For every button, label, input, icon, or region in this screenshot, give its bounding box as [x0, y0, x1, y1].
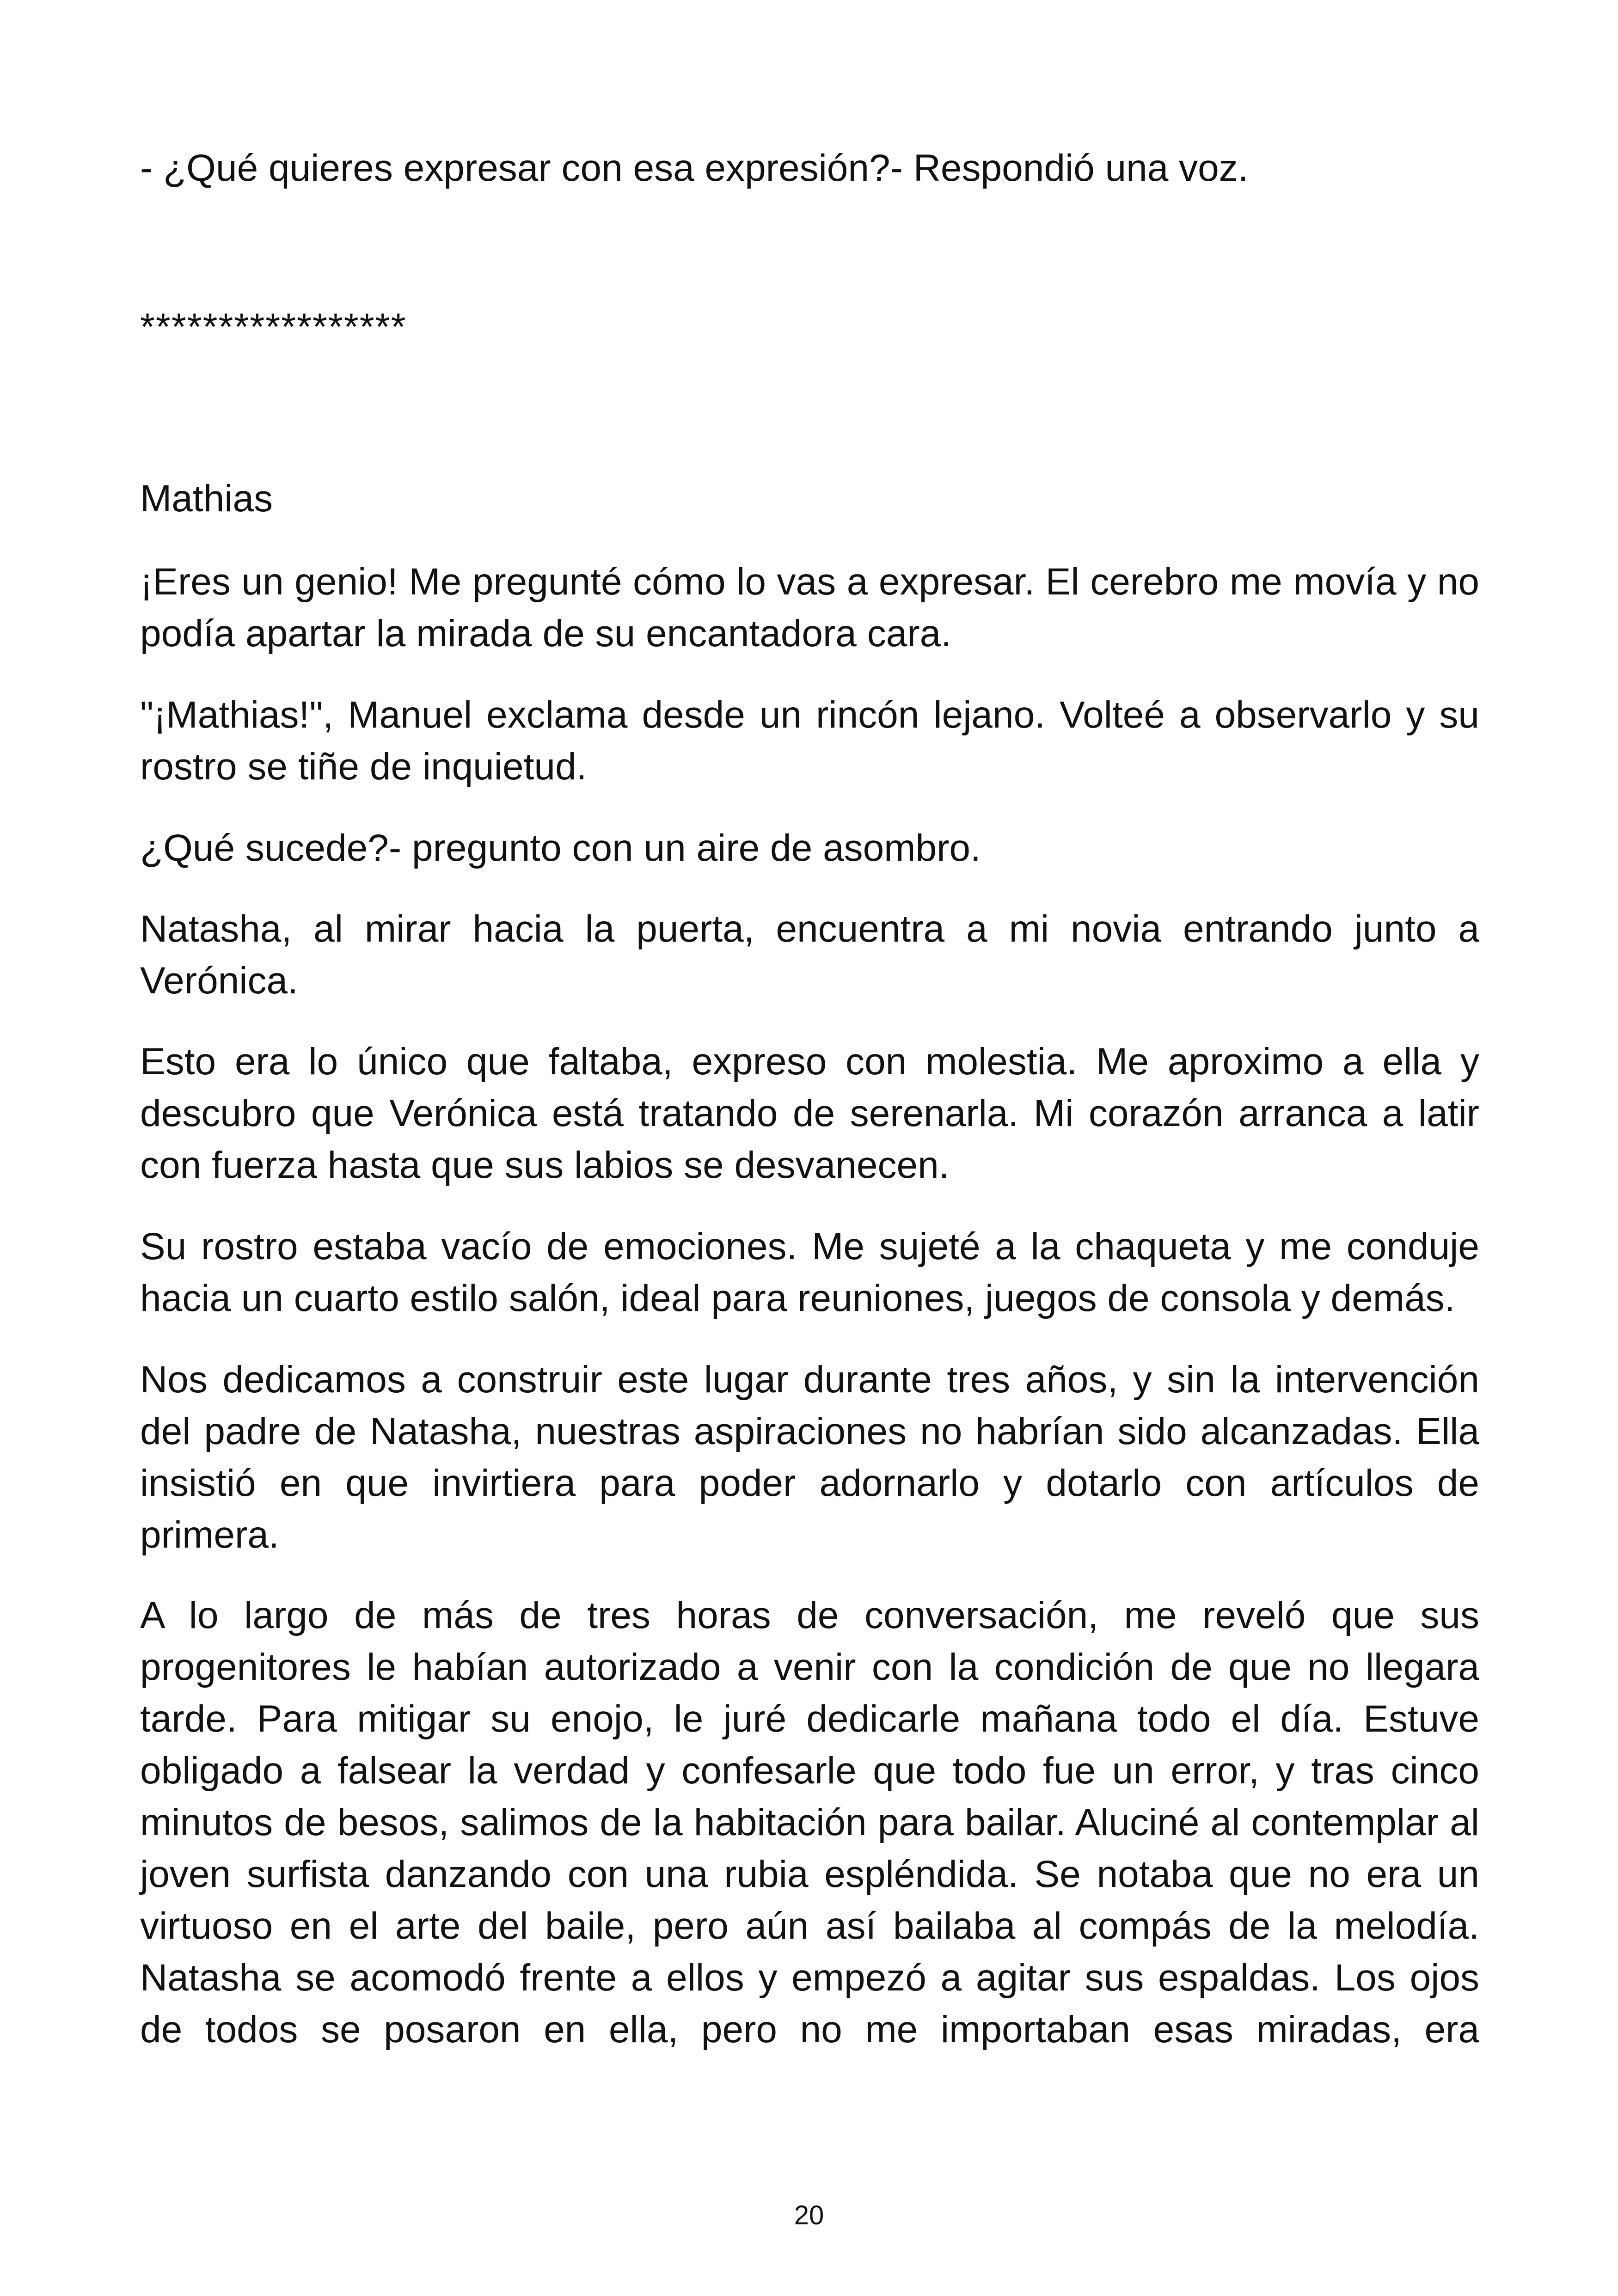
paragraph-5: Esto era lo único que faltaba, expreso con molestia. Me aproximo a ella y descubro que Verónica está tratando de serenarla. Mi corazón arranca a latir con fuerza hasta que sus labios se desvanecen. — [140, 1041, 1479, 1186]
scene-separator: ***************** — [140, 306, 407, 348]
page-number: 20 — [794, 2200, 824, 2230]
dialogue-line: - ¿Qué quieres expresar con esa expresión?- Respondió una voz. — [140, 147, 1249, 189]
paragraph-1: ¡Eres un genio! Me pregunté cómo lo vas a expresar. El cerebro me movía y no podía apartar la mirada de su encantadora cara. — [140, 561, 1479, 655]
section-heading: Mathias — [140, 478, 273, 520]
paragraph-7: Nos dedicamos a construir este lugar durante tres años, y sin la intervención del padre de Natasha, nuestras aspiraciones no habrían sido alcanzadas. Ella insistió en que invirtiera para poder adornarlo y dotarlo con artículos de primera. — [140, 1359, 1479, 1556]
paragraph-6: Su rostro estaba vacío de emociones. Me sujeté a la chaqueta y me conduje hacia un cuarto estilo salón, ideal para reuniones, juegos de consola y demás. — [140, 1225, 1479, 1319]
paragraph-8: A lo largo de más de tres horas de conversación, me reveló que sus progenitores le habían autorizado a venir con la condición de que no llegara tarde. Para mitigar su enojo, le juré dedicarle mañana todo el día. Estuve obligado a falsear la verdad y confesarle que todo fue un error, y tras cinco minutos de besos, salimos de la habitación para bailar. Aluciné al contemplar al joven surfista danzando con una rubia espléndida. Se notaba que no era un virtuoso en el arte del baile, pero aún así bailaba al compás de la melodía. Natasha se acomodó frente a ellos y empezó a agitar sus espaldas. Los ojos de todos se posaron en ella, pero no me importaban esas miradas, era — [140, 1594, 1479, 2051]
paragraph-2: "¡Mathias!", Manuel exclama desde un rincón lejano. Volteé a observarlo y su rostro se tiñe de inquietud. — [140, 694, 1479, 788]
paragraph-3: ¿Qué sucede?- pregunto con un aire de asombro. — [140, 827, 981, 869]
paragraph-4: Natasha, al mirar hacia la puerta, encuentra a mi novia entrando junto a Verónica. — [140, 908, 1479, 1002]
